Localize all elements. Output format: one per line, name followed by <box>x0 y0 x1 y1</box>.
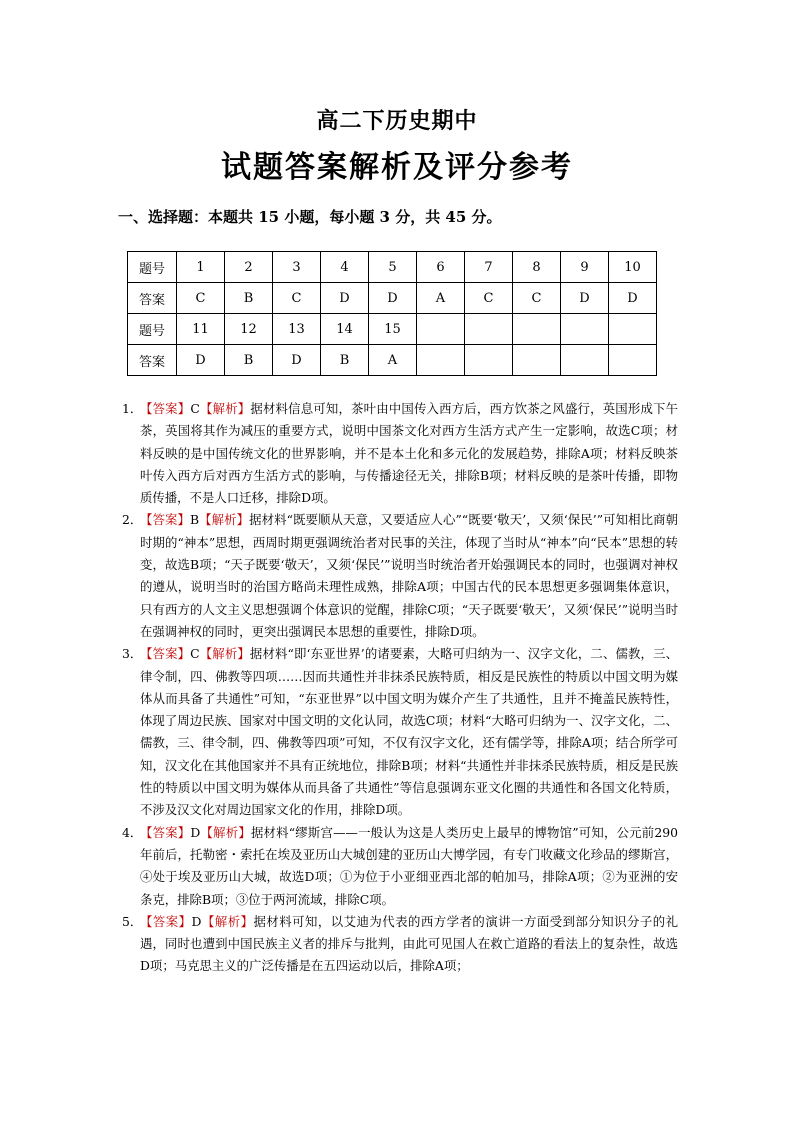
item-number: 3． <box>122 646 143 662</box>
answer-cell <box>513 345 561 376</box>
answer-cell: C <box>513 283 561 314</box>
answer-table-row <box>128 345 657 376</box>
answer-table <box>127 251 657 376</box>
row-header: 答案 <box>128 283 177 314</box>
answer-cell: A <box>417 283 465 314</box>
explanation-list <box>118 398 678 978</box>
question-number-cell: 1 <box>177 252 225 283</box>
question-number-cell: 10 <box>609 252 657 283</box>
answer-cell: C <box>177 283 225 314</box>
explanation-item <box>118 822 678 911</box>
analysis-tag: 【解析】 <box>199 401 251 416</box>
page-subtitle: 试题答案解析及评分参考 <box>221 150 573 185</box>
answer-table-row <box>128 314 657 345</box>
question-number-cell <box>417 314 465 345</box>
answer-cell: C <box>273 283 321 314</box>
item-number: 4． <box>122 824 143 840</box>
question-number-cell: 6 <box>417 252 465 283</box>
answer-table-row <box>128 283 657 314</box>
question-number-cell: 13 <box>273 314 321 345</box>
answer-cell: B <box>225 345 273 376</box>
item-number: 1． <box>122 401 143 416</box>
answer-cell: D <box>177 345 225 376</box>
answer-tag: 【答案】 <box>140 512 190 528</box>
question-number-cell <box>609 314 657 345</box>
answer-cell <box>465 345 513 376</box>
analysis-text: 据材料“缪斯宫——一般认为这是人类历史上最早的博物馆”可知，公元前290年前后，托勒密・索托在埃及亚历山大城创建的亚历山大博学园，有专门收藏文化珍品的缪斯宫，④处于埃及亚历山大城，故选D项；①为位于小亚细亚西北部的帕加马，排除A项；②为亚洲的安条克，排除B项；③位于两河流域，排除C项。 <box>140 824 679 907</box>
answer-letter: C <box>190 401 200 416</box>
section-heading: 一、选择题：本题共 15 小题，每小题 3 分，共 45 分。 <box>118 208 502 226</box>
page-title: 高二下历史期中 <box>316 108 478 134</box>
explanation-item <box>118 509 678 643</box>
answer-cell: C <box>465 283 513 314</box>
explanation-item <box>118 398 678 509</box>
answer-cell: D <box>321 283 369 314</box>
analysis-text: 据材料“即‘东亚世界’的诸要素，大略可归纳为一、汉字文化，二、儒教，三、律令制，四、佛教等四项……因而共通性并非抹杀民族特质，相反是民族性的特质以中国文明为媒体从而具备了共通性”可知，“东亚世界”以中国文明为媒介产生了共通性，且并不掩盖民族特性，体现了周边民族、国家对中国文明的文化认同，故选C项；材料“大略可归纳为一、汉字文化，二、儒教，三、律令制，四、佛教等四项”可知，不仅有汉字文化，还有儒学等，排除A项；结合所学可知，汉文化在其他国家并不具有正统地位，排除B项；材料“共通性并非抹杀民族特质，相反是民族性的特质以中国文明为媒体从而具备了共通性”等信息强调东亚文化圈的共通性和各国文化特质，不涉及汉文化对周边国家文化的作用，排除D项。 <box>140 646 679 818</box>
analysis-text: 据材料可知，以艾迪为代表的西方学者的演讲一方面受到部分知识分子的礼遇，同时也遭到中国民族主义者的排斥与批判，由此可见国人在救亡道路的看法上的复杂性，故选D项；马克思主义的广泛传播是在五四运动以后，排除A项； <box>140 913 679 974</box>
answer-cell: D <box>609 283 657 314</box>
analysis-text: 据材料“既要顺从天意，又要适应人心”“既要‘敬天’，又须‘保民’”可知相比商朝时期的“神本”思想，西周时期更强调统治者对民事的关注，体现了当时从“神本”向“民本”思想的转变，故选B项；“天子既要‘敬天’，又须‘保民’”说明当时统治者开始强调民本的同时，也强调对神权的遵从，说明当时的治国方略尚未理性成熟，排除A项；中国古代的民本思想更多强调集体意识，只有西方的人文主义思想强调个体意识的觉醒，排除C项；“天子既要‘敬天’，又须‘保民’”说明当时在强调神权的同时，更突出强调民本思想的重要性，排除D项。 <box>140 512 679 639</box>
answer-tag: 【答案】 <box>140 401 191 416</box>
question-number-cell: 14 <box>321 314 369 345</box>
answer-letter: D <box>191 913 202 929</box>
answer-cell: B <box>321 345 369 376</box>
question-number-cell: 8 <box>513 252 561 283</box>
question-number-cell <box>561 314 609 345</box>
question-number-cell: 4 <box>321 252 369 283</box>
question-number-cell: 11 <box>177 314 225 345</box>
answer-letter: C <box>190 646 200 662</box>
answer-letter: D <box>190 824 201 840</box>
analysis-tag: 【解析】 <box>200 824 251 840</box>
question-number-cell: 15 <box>369 314 417 345</box>
item-number: 2． <box>122 512 143 528</box>
answer-table-row <box>128 252 657 283</box>
answer-cell: D <box>273 345 321 376</box>
analysis-tag: 【解析】 <box>199 646 250 662</box>
question-number-cell: 5 <box>369 252 417 283</box>
explanation-item <box>118 643 678 821</box>
item-number: 5． <box>122 913 143 929</box>
answer-tag: 【答案】 <box>140 824 191 840</box>
answer-cell <box>609 345 657 376</box>
question-number-cell: 7 <box>465 252 513 283</box>
answer-letter: B <box>189 512 200 528</box>
answer-cell: A <box>369 345 417 376</box>
question-number-cell: 12 <box>225 314 273 345</box>
question-number-cell: 9 <box>561 252 609 283</box>
explanation-item <box>118 911 678 978</box>
question-number-cell <box>513 314 561 345</box>
question-number-cell: 3 <box>273 252 321 283</box>
row-header: 题号 <box>128 314 177 345</box>
row-header: 题号 <box>128 252 177 283</box>
question-number-cell <box>465 314 513 345</box>
analysis-text: 据材料信息可知，茶叶由中国传入西方后，西方饮茶之风盛行，英国形成下午茶，英国将其作为减压的重要方式，说明中国茶文化对西方生活方式产生一定影响，故选C项；材料反映的是中国传统文化的世界影响，并不是本土化和多元化的发展趋势，排除A项；材料反映茶叶传入西方后对西方生活方式的影响，与传播途径无关，排除B项；材料反映的是茶叶传播，即物质传播，不是人口迁移，排除D项。 <box>140 401 679 506</box>
answer-cell <box>561 345 609 376</box>
analysis-tag: 【解析】 <box>199 512 250 528</box>
question-number-cell: 2 <box>225 252 273 283</box>
answer-cell <box>417 345 465 376</box>
answer-tag: 【答案】 <box>140 646 191 662</box>
row-header: 答案 <box>128 345 177 376</box>
analysis-tag: 【解析】 <box>201 913 254 929</box>
answer-tag: 【答案】 <box>140 913 192 929</box>
answer-cell: D <box>561 283 609 314</box>
answer-cell: B <box>225 283 273 314</box>
answer-cell: D <box>369 283 417 314</box>
